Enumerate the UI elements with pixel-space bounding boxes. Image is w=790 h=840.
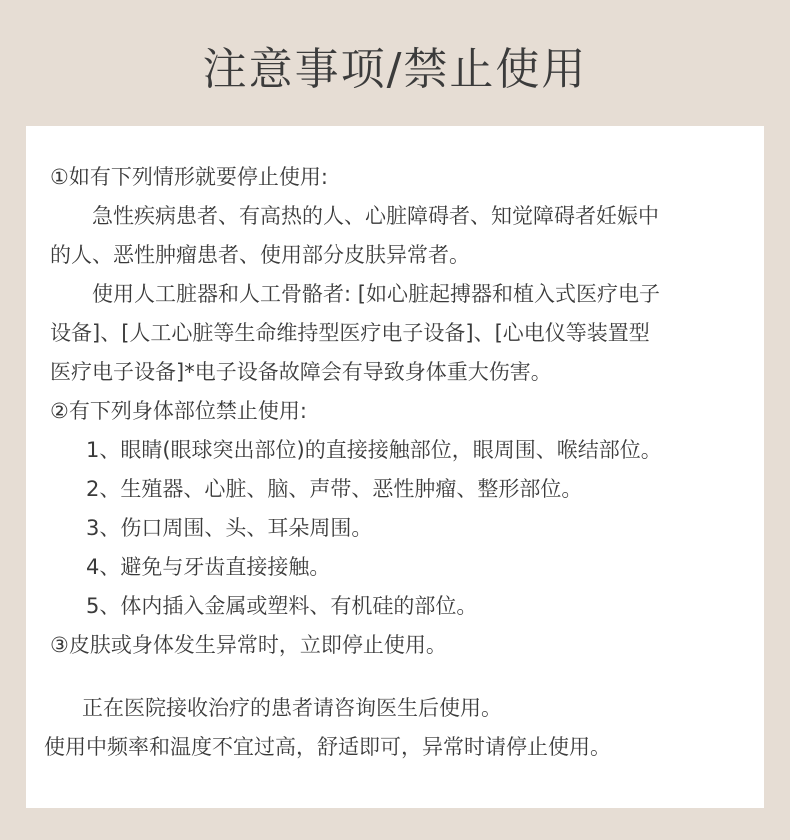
notice-line-13: ③皮肤或身体发生异常时，立即停止使用。 <box>50 633 447 657</box>
notice-line-9: 2、生殖器、心脏、脑、声带、恶性肿瘤、整形部位。 <box>86 477 583 501</box>
notice-line-7: ②有下列身体部位禁止使用: <box>50 399 307 423</box>
notice-line-11: 4、避免与牙齿直接接触。 <box>86 555 331 579</box>
notice-line-2: 急性疾病患者、有高热的人、心脏障碍者、知觉障碍者妊娠中 <box>92 204 659 228</box>
notice-line-8: 1、眼睛(眼球突出部位)的直接接触部位，眼周围、喉结部位。 <box>86 438 662 462</box>
notice-line-12: 5、体内插入金属或塑料、有机硅的部位。 <box>86 594 478 618</box>
notice-line-4: 使用人工脏器和人工骨骼者: [如心脏起搏器和植入式医疗电子 <box>92 282 660 306</box>
page-title: 注意事项/禁止使用 <box>202 44 588 95</box>
notice-line-10: 3、伤口周围、头、耳朵周围。 <box>86 516 373 540</box>
notice-line-14: 正在医院接收治疗的患者请咨询医生后使用。 <box>82 696 502 720</box>
notice-line-3: 的人、恶性肿瘤患者、使用部分皮肤异常者。 <box>50 243 470 267</box>
notice-card <box>26 126 764 808</box>
notice-line-15: 使用中频率和温度不宜过高，舒适即可，异常时请停止使用。 <box>44 735 611 759</box>
notice-line-6: 医疗电子设备]*电子设备故障会有导致身体重大伤害。 <box>50 360 552 384</box>
notice-line-1: ①如有下列情形就要停止使用: <box>50 165 328 189</box>
notice-line-5: 设备]、[人工心脏等生命维持型医疗电子设备]、[心电仪等装置型 <box>50 321 650 345</box>
